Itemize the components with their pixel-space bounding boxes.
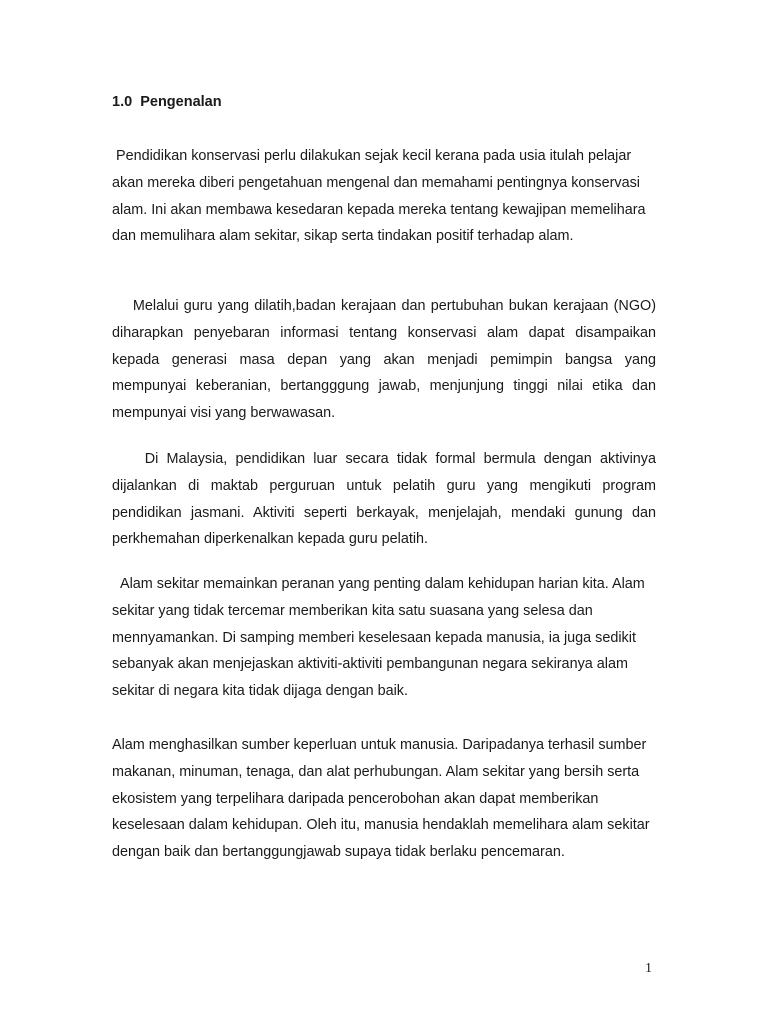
paragraph-malaysia-outdoor-education: Di Malaysia, pendidikan luar secara tidak formal bermula dengan aktivinya dijalankan di maktab perguruan untuk pelatih guru yang mengikuti program pendidikan jasmani. Aktiviti seperti berkayak, menjelajah, mendaki gunung dan perkhemahan diperkenalkan kepada guru pelatih. <box>112 451 660 548</box>
paragraph-nature-resources: Alam menghasilkan sumber keperluan untuk manusia. Daripadanya terhasil sumber makanan, minuman, tenaga, dan alat perhubungan. Alam sekitar yang bersih serta ekosistem yang terpelihara daripada pencerobohan akan dapat memberikan keselesaan dalam kehidupan. Oleh itu, manusia hendaklah memelihara alam sekitar dengan baik dan bertanggungjawab supaya tidak berlaku pencemaran. <box>112 737 654 861</box>
section-heading: 1.0 Pengenalan <box>112 94 222 110</box>
page-number: 1 <box>645 961 652 976</box>
paragraph-environment-role: Alam sekitar memainkan peranan yang penting dalam kehidupan harian kita. Alam sekitar yang tidak tercemar memberikan kita satu suasana yang selesa dan mennyamankan. Di samping memberi keselesaan kepada manusia, ia juga sedikit sebanyak akan menjejaskan aktiviti-aktiviti pembangunan negara sekiranya alam sekitar di negara kita tidak dijaga dengan baik. <box>112 576 649 700</box>
paragraph-teachers-ngo: Melalui guru yang dilatih,badan kerajaan dan pertubuhan bukan kerajaan (NGO) diharapkan penyebaran informasi tentang konservasi alam dapat disampaikan kepada generasi masa depan yang akan menjadi pemimpin bangsa yang mempunyai keberanian, bertangggung jawab, menjunjung tinggi nilai etika dan mempunyai visi yang berwawasan. <box>112 298 668 422</box>
paragraph-conservation-education: Pendidikan konservasi perlu dilakukan sejak kecil kerana pada usia itulah pelajar akan mereka diberi pengetahuan mengenal dan memahami pentingnya konservasi alam. Ini akan membawa kesedaran kepada mereka tentang kewajipan memelihara dan memulihara alam sekitar, sikap serta tindakan positif terhadap alam. <box>112 148 650 245</box>
